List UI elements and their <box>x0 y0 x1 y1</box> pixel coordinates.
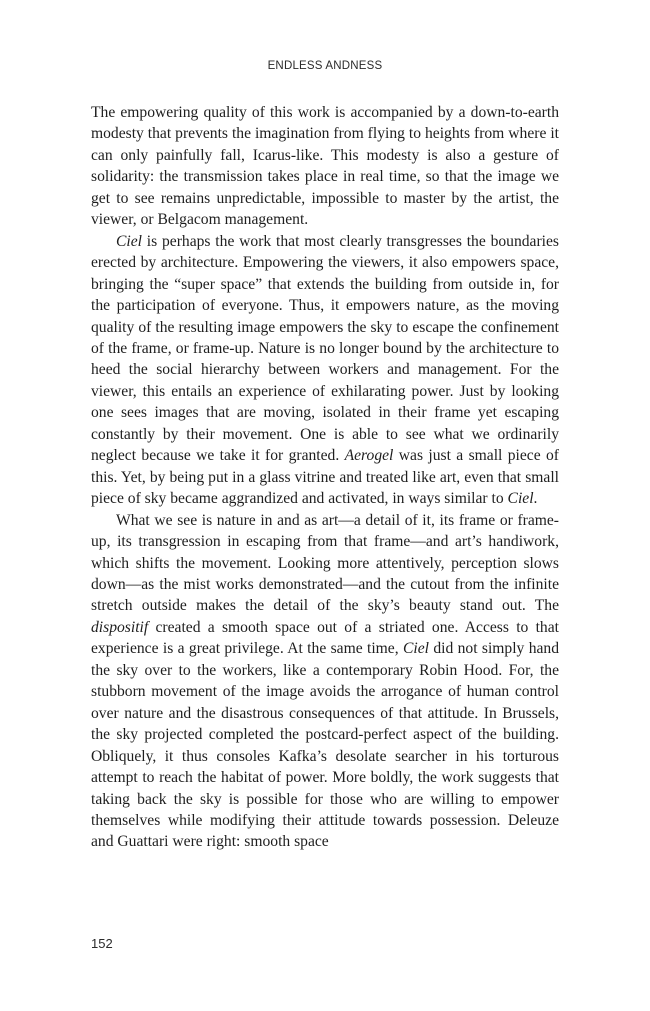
body-text <box>91 102 559 853</box>
paragraph <box>91 231 559 510</box>
italic-text-run: Ciel <box>507 490 534 508</box>
text-run: The empowering quality of this work is accompanied by a down-to-earth modesty that prevents the imagination from flying to heights from where it can only painfully fall, Icarus-like. This modesty is also a gesture of solidarity: the transmission takes place in real time, so that the image we get to see remains unpredictable, impossible to master by the artist, the viewer, or Belgacom management. <box>91 104 559 229</box>
text-run: did not simply hand the sky over to the workers, like a contemporary Robin Hood. For, the stubborn movement of the image avoids the arrogance of human control over nature and the disastrous consequences of that attitude. In Brussels, the sky projected completed the postcard-perfect aspect of the building. Obliquely, it thus consoles Kafka’s desolate searcher in his torturous attempt to reach the habitat of power. More boldly, the work suggests that taking back the sky is possible for those who are willing to empower themselves while modifying their attitude towards possession. Deleuze and Guattari were right: smooth space <box>91 640 560 851</box>
page-number: 152 <box>91 936 113 951</box>
italic-text-run: Ciel <box>116 232 142 250</box>
text-run: was just a small piece of this. Yet, by being put in a glass vitrine and treated like art, even that small piece of sky became aggrandized and activated, in ways similar to <box>91 447 559 508</box>
running-head: ENDLESS ANDNESS <box>267 60 383 72</box>
italic-text-run: Aerogel <box>344 447 394 465</box>
text-run: is perhaps the work that most clearly transgresses the boundaries erected by architecture. Empowering the viewers, it also empowers space, bringing the “super space” that extends the building from outside in, for the participation of everyone. Thus, it empowers nature, as the moving quality of the resulting image empowers the sky to escape the confinement of the frame, or frame-up. Nature is no longer bound by the architecture to heed the social hierarchy between workers and management. For the viewer, this entails an experience of exhilarating power. Just by looking one sees images that are moving, isolated in their frame yet escaping constantly by their movement. One is able to see what we ordinarily neglect because we take it for granted. <box>91 232 559 465</box>
text-run: . <box>533 490 538 508</box>
italic-text-run: Ciel <box>402 640 429 658</box>
text-run: created a smooth space out of a striated one. Access to that experience is a great privilege. At the same time, <box>91 618 559 658</box>
paragraph <box>91 510 559 853</box>
paragraph <box>91 102 559 231</box>
text-run: What we see is nature in and as art—a detail of it, its frame or frame-up, its transgression in escaping from that frame—and art’s handiwork, which shifts the movement. Looking more attentively, perception slows down—as the mist works demonstrated—and the cutout from the infinite stretch outside makes the detail of the sky’s beauty stand out. The <box>91 511 559 615</box>
italic-text-run: dispositif <box>91 618 149 636</box>
